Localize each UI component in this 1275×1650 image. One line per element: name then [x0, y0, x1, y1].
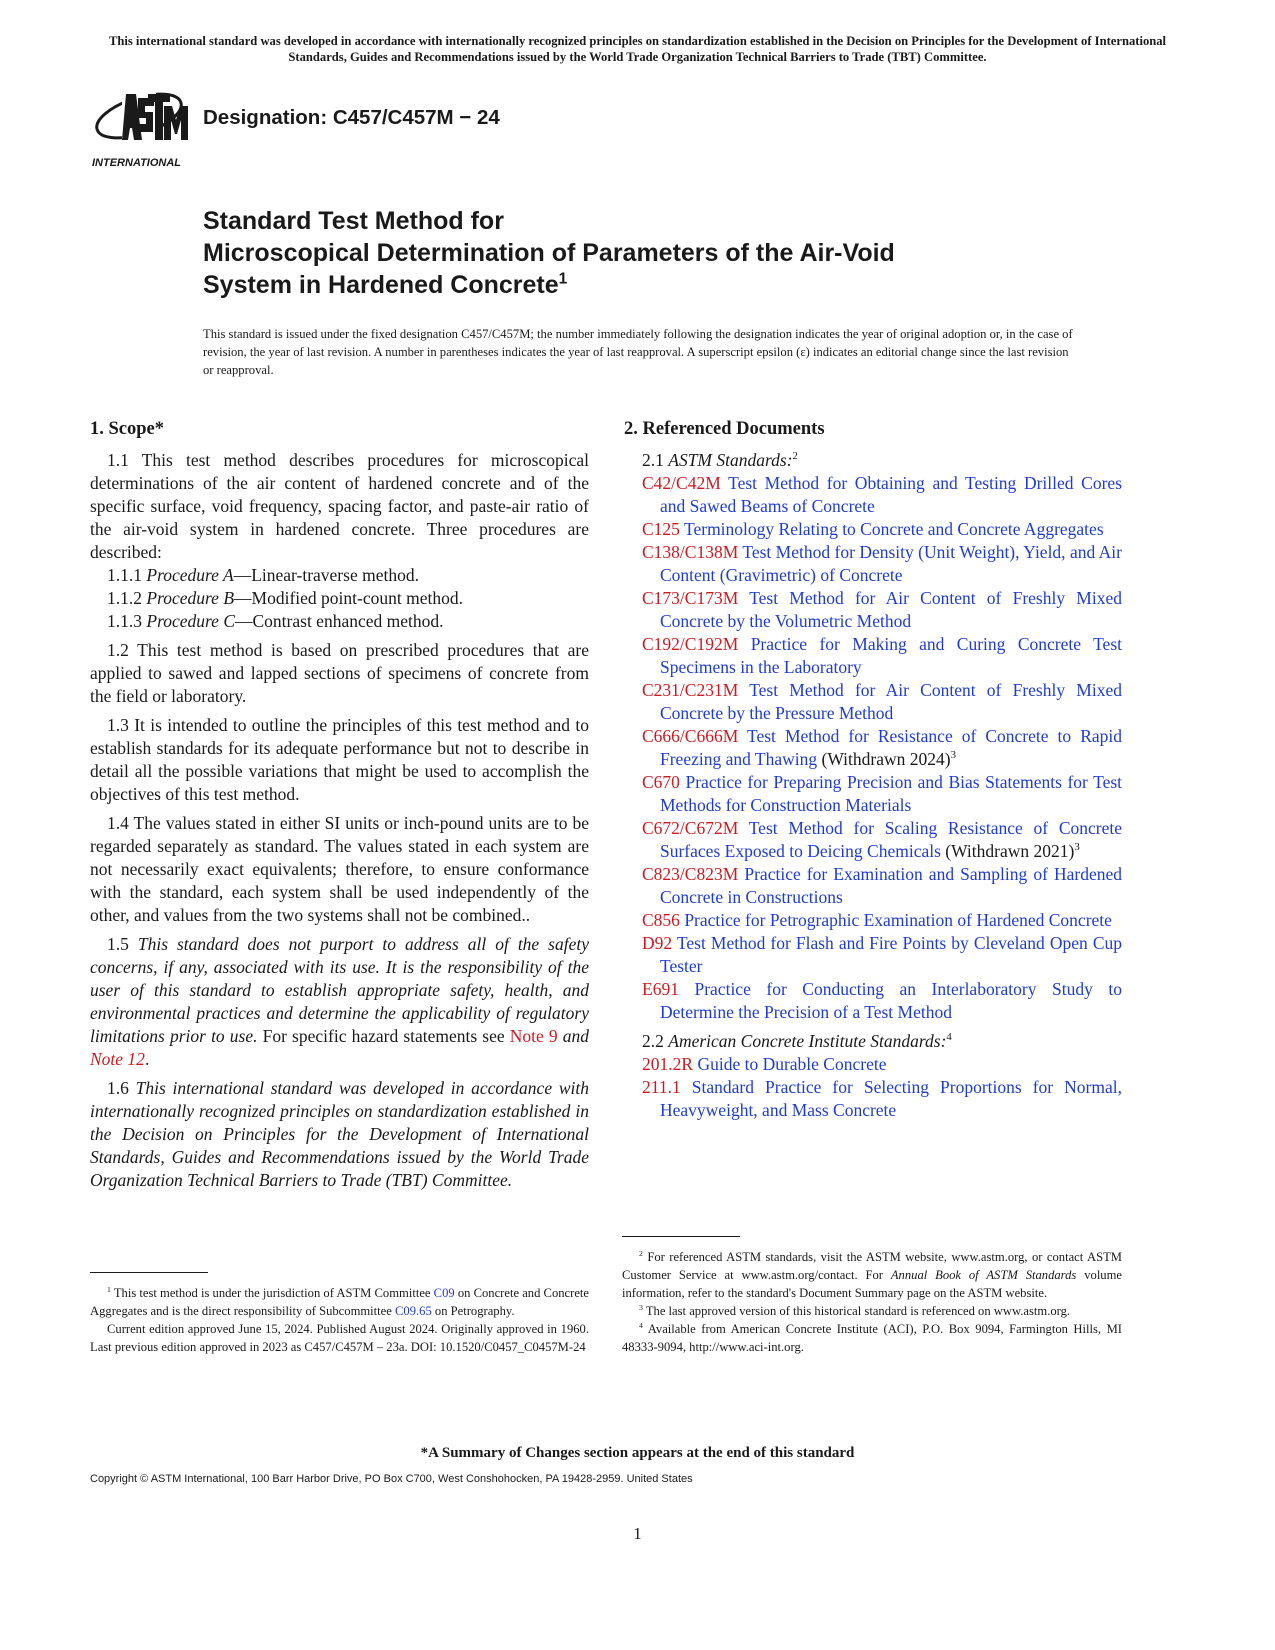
reference-title-link[interactable]: Practice for Making and Curing Concrete Test Specimens in the Laboratory — [660, 634, 1123, 677]
astm-standards-label: 2.1 ASTM Standards:$^2$ — [642, 450, 798, 470]
reference-title-link[interactable]: Practice for Petrographic Examination of Hardened Concrete — [684, 910, 1112, 930]
reference-title-link[interactable]: Practice for Conducting an Interlaboratory Study to Determine the Precision of a Test Method — [660, 979, 1122, 1022]
reference-title-link[interactable]: Test Method for Resistance of Concrete to Rapid Freezing and Thawing — [660, 726, 1123, 769]
astm-logo — [92, 82, 192, 172]
footnote-2: $^2$ For referenced ASTM standards, visit the ASTM website, www.astm.org, or contact ASTM Customer Service at www.astm.org/contact. For Annual Book of ASTM Standards volume information, refer to the standard's Document Summary page on the ASTM website. — [622, 1248, 1122, 1300]
reference-code-link[interactable]: D92 — [642, 933, 673, 953]
reference-code-link[interactable]: C856 — [642, 910, 680, 930]
aci-reference-item — [642, 1053, 1122, 1076]
procedure-c-item: 1.1.3 Procedure C—Contrast enhanced method. — [107, 611, 444, 631]
astm-logo-icon — [92, 82, 192, 172]
scope-heading: 1. Scope* — [90, 419, 164, 439]
para-1-5: 1.5 This standard does not purport to address all of the safety concerns, if any, associated with its use. It is the responsibility of the user of this standard to establish appropriate safety, health, and environmental practices and determine the applicability of regulatory limitations prior to use. For specific hazard statements see Note 9 and Note 12. — [90, 934, 590, 1069]
procedure-b-item: 1.1.2 Procedure B—Modified point-count method. — [107, 588, 463, 608]
footnotes-left — [90, 1284, 589, 1356]
footnote-mark: 3 — [1074, 841, 1080, 854]
reference-title-link[interactable]: Guide to Durable Concrete — [697, 1054, 887, 1074]
reference-code-link[interactable]: C670 — [642, 772, 680, 792]
astm-reference-item — [642, 771, 1122, 817]
astm-reference-item — [642, 518, 1122, 541]
reference-code-link[interactable]: C666/C666M — [642, 726, 739, 746]
para-1-1: 1.1 This test method describes procedures for microscopical determinations of the air content of hardened concrete and of the specific surface, void frequency, spacing factor, and paste-air ratio of the air-void system in hardened concrete. Three procedures are described: — [90, 450, 589, 562]
withdrawn-note: (Withdrawn 2024) — [821, 749, 951, 769]
astm-reference-item — [642, 978, 1122, 1024]
footnote-mark: 3 — [950, 749, 956, 762]
note-12-link[interactable]: Note 12 — [90, 1049, 145, 1069]
astm-reference-item — [642, 863, 1122, 909]
astm-reference-item — [642, 587, 1122, 633]
refdocs-heading: 2. Referenced Documents — [624, 419, 825, 439]
footnotes-right — [622, 1248, 1122, 1356]
committee-c09-link[interactable]: C09 — [433, 1286, 455, 1300]
copyright-line: Copyright © ASTM International, 100 Barr Harbor Drive, PO Box C700, West Conshohocken, PA 19428-2959. United States — [90, 1473, 693, 1485]
aci-standards-label: 2.2 American Concrete Institute Standards:$^4$ — [642, 1031, 952, 1051]
astm-reference-item — [642, 633, 1122, 679]
astm-reference-item — [642, 817, 1122, 863]
edition-info: Current edition approved June 15, 2024. Published August 2024. Originally approved in 1960. Last previous edition approved in 2023 as C457/C457M – 23a. DOI: 10.1520/C0457_C0457M-24 — [90, 1322, 589, 1354]
para-1-4: 1.4 The values stated in either SI units or inch-pound units are to be regarded separately as standard. The values stated in each system are not necessarily exact equivalents; therefore, to ensure conformance with the standard, each system shall be used independently of the other, and values from the two systems shall not be combined.. — [90, 813, 589, 925]
reference-title-link[interactable]: Test Method for Flash and Fire Points by Cleveland Open Cup Tester — [660, 933, 1122, 976]
reference-code-link[interactable]: C823/C823M — [642, 864, 739, 884]
footnote-divider-right — [622, 1236, 740, 1237]
subcommittee-c0965-link[interactable]: C09.65 — [395, 1304, 432, 1318]
title-line-1: Standard Test Method for — [203, 207, 504, 235]
astm-reference-item — [642, 725, 1122, 771]
logo-subtitle: INTERNATIONAL — [92, 157, 182, 169]
reference-code-link[interactable]: C173/C173M — [642, 588, 739, 608]
issuance-statement: This standard is issued under the fixed designation C457/C457M; the number immediately following the designation indicates the year of original adoption or, in the case of revision, the year of last revision. A number in parentheses indicates the year of last reapproval. A superscript epsilon (ε) indicates an editorial change since the last revision or reapproval. — [203, 327, 1073, 377]
aci-reference-item — [642, 1076, 1122, 1122]
reference-code-link[interactable]: 201.2R — [642, 1054, 694, 1074]
astm-reference-item — [642, 679, 1122, 725]
reference-title-link[interactable]: Standard Practice for Selecting Proportions for Normal, Heavyweight, and Mass Concrete — [660, 1077, 1123, 1120]
procedure-a-item: 1.1.1 Procedure A—Linear-traverse method. — [107, 565, 419, 585]
reference-title-link[interactable]: Practice for Examination and Sampling of Hardened Concrete in Constructions — [660, 864, 1123, 907]
para-1-6: 1.6 This international standard was developed in accordance with internationally recognized principles on standardization established in the Decision on Principles for the Development of International Standards, Guides and Recommendations issued by the World Trade Organization Technical Barriers to Trade (TBT) Committee. — [90, 1078, 590, 1190]
astm-reference-item — [642, 541, 1122, 587]
reference-code-link[interactable]: E691 — [642, 979, 679, 999]
para-1-2: 1.2 This test method is based on prescribed procedures that are applied to sawed and lapped sections of specimens of concrete from the field or laboratory. — [90, 640, 589, 706]
reference-code-link[interactable]: 211.1 — [642, 1077, 681, 1097]
designation: Designation: C457/C457M − 24 — [203, 106, 500, 129]
reference-code-link[interactable]: C672/C672M — [642, 818, 739, 838]
title-footnote-mark[interactable]: 1 — [558, 270, 568, 288]
reference-code-link[interactable]: C231/C231M — [642, 680, 739, 700]
reference-title-link[interactable]: Test Method for Air Content of Freshly Mixed Concrete by the Volumetric Method — [660, 588, 1123, 631]
reference-code-link[interactable]: C125 — [642, 519, 680, 539]
reference-code-link[interactable]: C138/C138M — [642, 542, 739, 562]
reference-title-link[interactable]: Terminology Relating to Concrete and Concrete Aggregates — [684, 519, 1104, 539]
note-9-link[interactable]: Note 9 — [509, 1026, 558, 1046]
withdrawn-note: (Withdrawn 2021) — [945, 841, 1075, 861]
reference-title-link[interactable]: Test Method for Scaling Resistance of Concrete Surfaces Exposed to Deicing Chemicals — [660, 818, 1123, 861]
wto-notice: This international standard was developed in accordance with internationally recognized principles on standardization established in the Decision on Principles for the Development of International Standards, Guides and Recommendations issued by the World Trade Organization Technical Barriers to Trade (TBT) Committee. — [108, 34, 1167, 64]
footnote-3: $^3$ The last approved version of this historical standard is referenced on www.astm.org. — [639, 1302, 1071, 1318]
footnote-1: $^1$ This test method is under the jurisdiction of ASTM Committee C09 on Concrete and Concrete Aggregates and is the direct responsibility of Subcommittee C09.65 on Petrography. — [90, 1284, 590, 1318]
referenced-documents-section — [624, 418, 1123, 1122]
reference-code-link[interactable]: C192/C192M — [642, 634, 739, 654]
astm-reference-item — [642, 932, 1122, 978]
aci-reference-list — [642, 1053, 1122, 1122]
astm-reference-item — [642, 472, 1122, 518]
summary-of-changes-notice: *A Summary of Changes section appears at the end of this standard — [420, 1445, 855, 1461]
page-number: 1 — [633, 1524, 642, 1543]
astm-reference-item — [642, 909, 1122, 932]
reference-code-link[interactable]: C42/C42M — [642, 473, 721, 493]
reference-title-link[interactable]: Practice for Preparing Precision and Bias Statements for Test Methods for Construction Materials — [660, 772, 1123, 815]
footnote-4: $^4$ Available from American Concrete Institute (ACI), P.O. Box 9094, Farmington Hills, MI 48333-9094, http://www.aci-int.org. — [622, 1320, 1122, 1354]
astm-reference-list — [642, 472, 1122, 1024]
footnote-divider-left — [90, 1272, 208, 1273]
reference-title-link[interactable]: Test Method for Air Content of Freshly Mixed Concrete by the Pressure Method — [660, 680, 1123, 723]
document-title — [203, 205, 895, 301]
reference-title-link[interactable]: Test Method for Obtaining and Testing Drilled Cores and Sawed Beams of Concrete — [660, 473, 1122, 516]
scope-section — [90, 418, 589, 1198]
title-line-2: Microscopical Determination of Parameters of the Air-Void — [203, 239, 895, 267]
para-1-3: 1.3 It is intended to outline the principles of this test method and to establish standards for its adequate performance but not to describe in detail all the possible variations that might be used to accomplish the objectives of this test method. — [90, 715, 589, 804]
reference-title-link[interactable]: Test Method for Density (Unit Weight), Yield, and Air Content (Gravimetric) of Concrete — [660, 542, 1122, 585]
title-line-3: System in Hardened Concrete$^1$ — [203, 270, 568, 299]
